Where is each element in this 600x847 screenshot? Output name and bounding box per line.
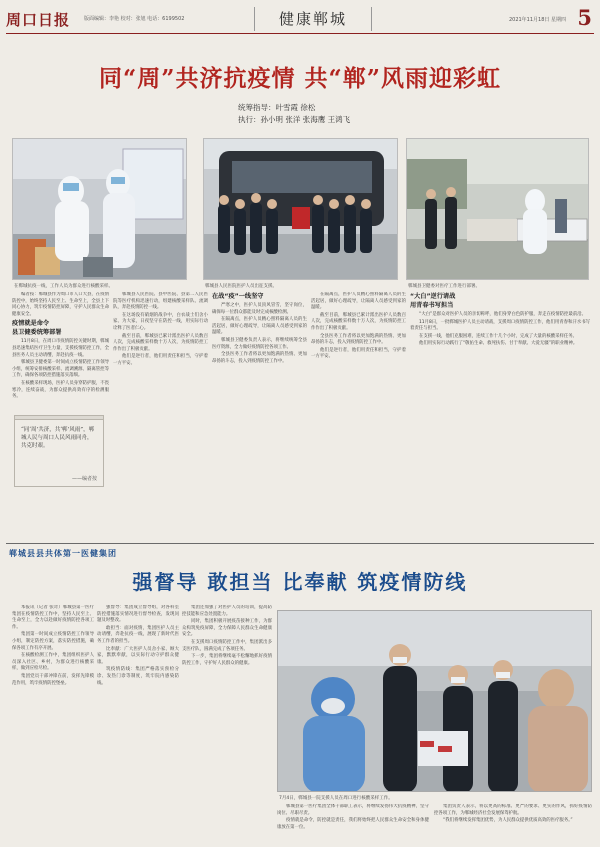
column-subhead-left-2: 县卫健委统筹部署 <box>12 329 62 337</box>
article-paragraph: 截至目前，郸城县已累计派出医护人员数百人次，完成核酸采样数十万人次，为疫情防控工作作出了积极贡献。 <box>113 333 208 352</box>
masthead <box>6 4 594 34</box>
bottom-column-5 <box>434 804 592 842</box>
article-paragraph: 集团负责人表示，将以更高的标准、更严的要求、更实的作风，抓好疫情防控各项工作，为郸城经济社会发展保驾护航。 <box>434 804 592 816</box>
article-paragraph: 在这场没有硝烟的战争中，白衣战士们舍小家、为大家，日夜坚守在防控一线，用实际行动诠释了医者仁心。 <box>113 312 208 331</box>
article-column-4 <box>311 292 406 542</box>
column-subhead-left: 疫情就是命令 <box>12 320 50 328</box>
section-divider <box>6 543 594 544</box>
article-column-3 <box>212 292 307 542</box>
editors-note-signature: ——编者按 <box>71 476 97 482</box>
caption-photo-big: 7月4日，郸城县一院支援人员在周口进行核酸采样工作。 <box>279 796 393 801</box>
article-paragraph: 在核酸采样现场，医护人员身穿防护服，不畏寒冷，连续奋战，为群众提供高效有序的检测服务。 <box>12 380 109 400</box>
article-paragraph: 郸城县卫健委负责人表示，将继续统筹全县医疗资源，全力做好疫情防控各项工作。 <box>212 337 307 350</box>
article-paragraph: 敢担当：面对疫情，集团医护人员主动请缨，奔赴抗疫一线，展现了新时代医务工作者的担当。 <box>97 625 179 644</box>
article-paragraph: 11月8日，一批郸城医护人员主动请战，支援周口疫情防控工作，他们用青春和汗水书写着责任与担当。 <box>410 319 590 332</box>
credits <box>238 102 350 126</box>
column-subhead-right-2: 用青春书写担当 <box>410 302 454 309</box>
photo-testing-station-image <box>407 139 589 280</box>
organization-label: 郸城县县共体第一医健集团 <box>9 549 117 558</box>
photo-group-bus-image <box>204 139 398 280</box>
article-paragraph: 他们是逆行者，他们用责任和担当，守护着一方平安。 <box>311 347 406 360</box>
caption-photo-1: 在郸城抗疫一线，工作人员为群众进行核酸采样。 <box>14 284 113 289</box>
article-paragraph: 集团党员干部冲锋在前，发挥先锋模范作用，筑牢疫情防控堡垒。 <box>12 673 94 686</box>
editors-note-bar <box>15 416 103 420</box>
article-paragraph: 编者按：郸城县作为周口市人口大县，在疫情防控中，始终坚持人民至上、生命至上，全县上下同心协力，筑牢疫情防控屏障，守护人民群众生命健康安全。 <box>12 292 109 317</box>
article-paragraph: 集团第一时间成立疫情防控工作领导小组，制定防控方案，落实防控措施，确保各项工作有序开展。 <box>12 632 94 651</box>
article-paragraph: “我们将继续发挥集团优势，为人民群众提供优质高效的医疗服务。” <box>443 818 573 824</box>
column-subhead-middle: 在战“疫”一线坚守 <box>212 293 264 300</box>
photo-medical-team-image <box>278 611 592 792</box>
article-column-5 <box>410 292 590 542</box>
photo-testing-station <box>406 138 589 280</box>
article-paragraph: 强督导：集团成立督导组，对各科室防控措施落实情况进行督导检查，发现问题及时整改。 <box>97 605 179 624</box>
photo-medical-staff <box>12 138 187 280</box>
caption-photo-2: 郸城县人民医院医护人员出征支援。 <box>205 284 277 289</box>
editors-note-text: “同‘周’共济，共‘郸’风雨”，郸城人民与周口人民风雨同舟，共克时艰。 <box>21 427 95 449</box>
article-paragraph: 在支援一线，他们克服困难，连续工作十几个小时，完成了大量的核酸采样任务。 <box>419 333 578 339</box>
article-paragraph: “大白”是群众对医护人员的亲切称呼，他们身穿白色防护服，奔走在疫情防控最前沿。 <box>419 312 587 317</box>
article-paragraph: 集团还加强了对医护人员的培训，提高防控技能和应急处置能力。 <box>182 605 272 617</box>
article-paragraph: 全县医务工作者将以更加饱满的热情、更加昂扬的斗志，投入到疫情防控工作中。 <box>311 333 406 346</box>
newspaper-name: 周口日报 <box>6 11 71 29</box>
article-paragraph: 下一步，集团将继续毫不松懈地抓好疫情防控工作，守护好人民群众的健康。 <box>182 654 272 666</box>
article-paragraph: 郸城县第一医疗集团全体干部职工表示，将继续发扬伟大抗疫精神，坚守岗位、尽职尽责。 <box>277 804 429 816</box>
article-paragraph: 11月8日，在周口市疫情防控关键时期，郸城县迅速集结医疗卫生力量，支援疫情防控工作，全县医务人员主动请缨，奔赴抗疫一线。 <box>12 339 109 358</box>
photo-medical-team <box>277 610 592 792</box>
article-paragraph: 他们是逆行者，他们用责任和担当，守护着一方平安。 <box>113 354 208 366</box>
article-paragraph: 本报讯（记者 张奇）郸城县第一医疗集团在疫情防控工作中，坚持人民至上、生命至上，全力以赴做好疫情防控各项工作。 <box>12 605 94 630</box>
article-paragraph: 全县医务工作者将以更加饱满的热情、更加昂扬的斗志，投入到疫情防控工作中。 <box>212 352 307 364</box>
bottom-column-4 <box>277 804 429 842</box>
article-paragraph: 他们用实际行动践行了“敬佑生命、救死扶伤、甘于奉献、大爱无疆”的职业精神。 <box>419 341 578 347</box>
article-paragraph: 郸城县人民医院、县中医院、县第二人民医院等医疗机构迅速行动，组建核酸采样队、流调队，奔赴疫情防控一线。 <box>113 292 208 311</box>
issue-date: 2021年11月18日 星期四 <box>508 17 566 23</box>
article-column-2 <box>113 292 208 542</box>
article-paragraph: 同时，集团积极开展疫苗接种工作，为群众构筑免疫屏障，全力保障人民群众生命健康安全。 <box>182 619 272 638</box>
article-paragraph: 筑疫情防线：集团严格落实预检分诊、发热门诊等制度，筑牢院内感染防线。 <box>97 667 179 686</box>
article-paragraph: 严寒之中，医护人员顶风冒雪，坚守岗位，确保每一位群众都能及时完成核酸检测。 <box>212 303 307 315</box>
article-paragraph: 在隔离点，医护人员精心照料隔离人员的生活起居，做好心理疏导，让隔离人员感受到家的温暖。 <box>311 292 406 311</box>
page-number: 5 <box>577 5 592 30</box>
main-headline: 同“周”共济抗疫情 共“郸”风雨迎彩虹 <box>99 65 501 92</box>
credits-line-2: 执行：孙小明 张洋 张海鹰 王鸿飞 <box>238 115 351 124</box>
article-paragraph: 在隔离点，医护人员精心照料隔离人员的生活起居，做好心理疏导，让隔离人员感受到家的温暖。 <box>212 317 307 336</box>
secondary-headline: 强督导 敢担当 比奉献 筑疫情防线 <box>132 570 468 594</box>
article-paragraph: 截至目前，郸城县已累计派出医护人员数百人次，完成核酸采样数十万人次，为疫情防控工作作出了积极贡献。 <box>311 312 406 331</box>
bottom-column-1 <box>12 605 94 840</box>
editor-info: 版面编辑：李艳 校对：张旭 电话：6199502 <box>84 16 185 22</box>
article-paragraph: 疫情就是命令，防控就是责任，我们将始终把人民群众生命安全和身体健康放在第一位。 <box>277 818 429 830</box>
article-paragraph: 比奉献：广大医护人员舍小家、顾大家，默默奉献，以实际行动守护群众健康。 <box>97 646 179 665</box>
editors-note-box <box>14 415 104 487</box>
photo-group-bus <box>203 138 398 280</box>
bottom-column-2 <box>97 605 179 840</box>
credits-line-1: 统筹指导：叶雪霞 徐松 <box>238 103 316 112</box>
article-paragraph: 郸城县卫健委第一时间成立疫情防控工作领导小组，统筹安排核酸采样、流调溯源、隔离管控等工作，确保各项防控措施落实落细。 <box>12 360 109 379</box>
bottom-column-3 <box>182 605 272 840</box>
caption-photo-3: 郸城县卫健委对医疗工作进行部署。 <box>408 284 480 289</box>
article-paragraph: 在支援周口疫情防控工作中，集团派出多支医疗队，圆满完成了各项任务。 <box>182 639 272 652</box>
photo-medical-staff-image <box>13 139 187 280</box>
column-subhead-right: “大白”逆行请战 <box>410 293 456 300</box>
section-title: 健康郸城 <box>254 7 372 31</box>
article-paragraph: 在核酸检测工作中，集团组织医护人员深入社区、乡村，为群众进行核酸采样，做到应检尽检。 <box>12 653 94 672</box>
